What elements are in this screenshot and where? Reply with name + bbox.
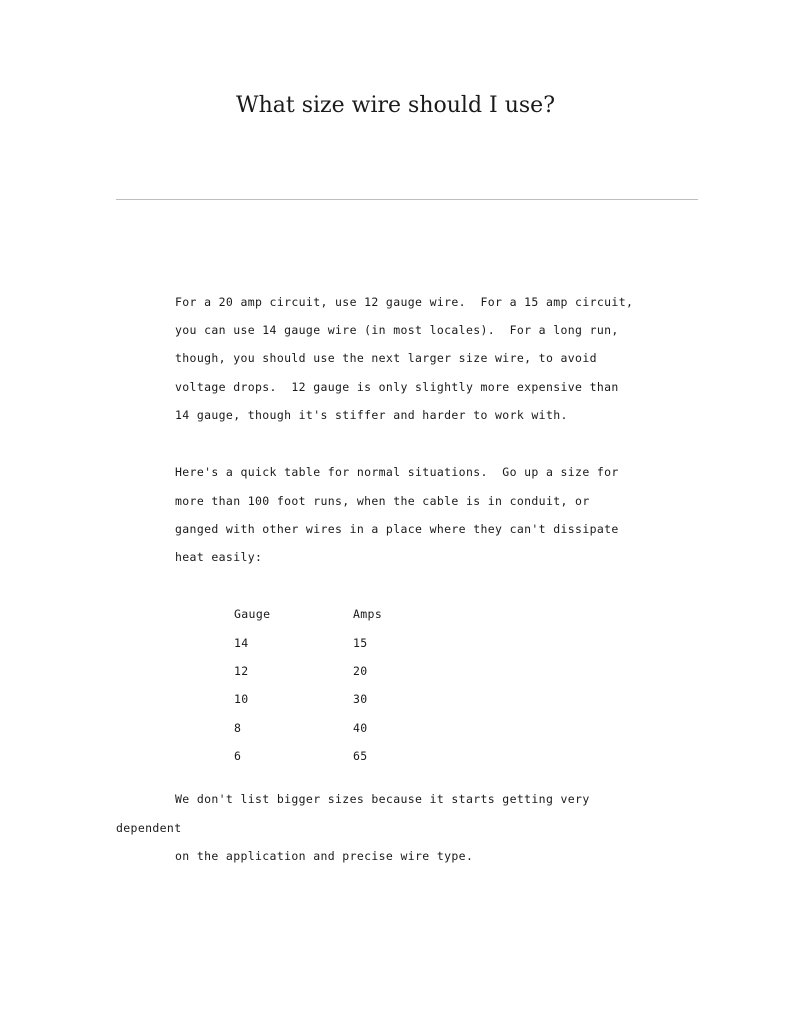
- table-cell-gauge: 12: [234, 664, 249, 678]
- paragraph-1-line-2: you can use 14 gauge wire (in most locales). For a long run,: [175, 323, 619, 337]
- title-divider: [116, 199, 698, 200]
- paragraph-2-line-2: more than 100 foot runs, when the cable is in conduit, or: [175, 494, 590, 508]
- table-cell-amps: 15: [353, 636, 368, 650]
- paragraph-1-line-1: For a 20 amp circuit, use 12 gauge wire. For a 15 amp circuit,: [175, 295, 634, 309]
- paragraph-1-line-3: though, you should use the next larger size wire, to avoid: [175, 351, 597, 365]
- table-cell-amps: 30: [353, 692, 368, 706]
- paragraph-2-line-3: ganged with other wires in a place where they can't dissipate: [175, 522, 619, 536]
- closing-line-2: dependent: [116, 821, 182, 835]
- paragraph-2-line-1: Here's a quick table for normal situations. Go up a size for: [175, 465, 619, 479]
- table-cell-amps: 65: [353, 749, 368, 763]
- table-cell-amps: 20: [353, 664, 368, 678]
- table-cell-gauge: 14: [234, 636, 249, 650]
- table-cell-gauge: 6: [234, 749, 242, 763]
- paragraph-1-line-5: 14 gauge, though it's stiffer and harder to work with.: [175, 408, 568, 422]
- table-header-gauge: Gauge: [234, 607, 271, 621]
- table-cell-gauge: 10: [234, 692, 249, 706]
- page-title: What size wire should I use?: [236, 93, 555, 118]
- paragraph-1-line-4: voltage drops. 12 gauge is only slightly more expensive than: [175, 380, 619, 394]
- paragraph-2-line-4: heat easily:: [175, 550, 263, 564]
- table-cell-gauge: 8: [234, 721, 242, 735]
- closing-line-1: We don't list bigger sizes because it starts getting very: [175, 792, 590, 806]
- table-cell-amps: 40: [353, 721, 368, 735]
- closing-line-3: on the application and precise wire type.: [175, 849, 474, 863]
- table-header-amps: Amps: [353, 607, 383, 621]
